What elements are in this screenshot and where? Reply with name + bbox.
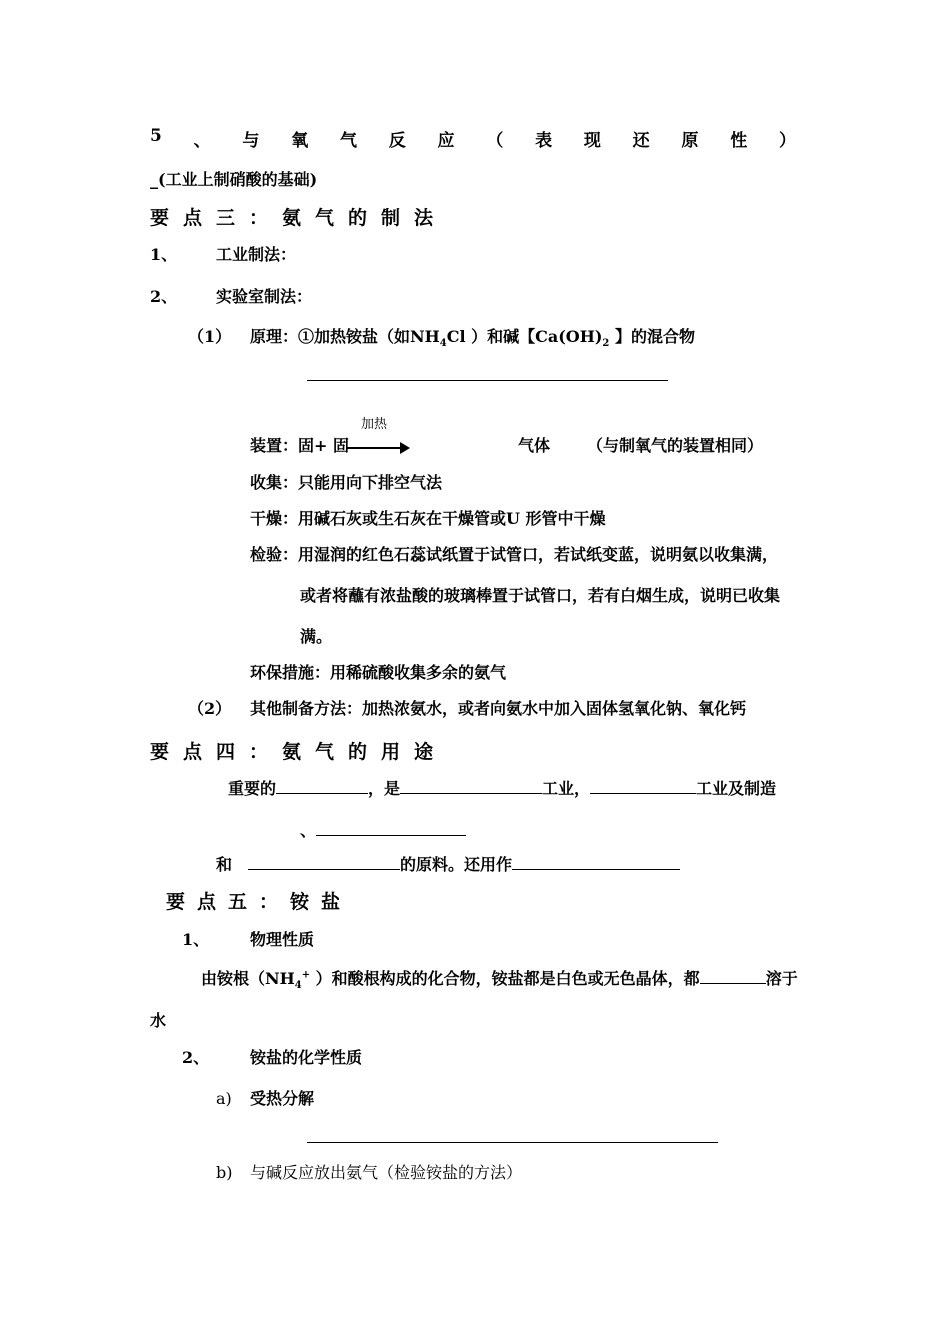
use-text-g: 的原料。还用作 xyxy=(400,855,513,874)
heading-char: 反 xyxy=(388,131,406,151)
phys-text-c: 溶于 xyxy=(765,969,798,988)
test-line-2: 或者将蘸有浓盐酸的玻璃棒置于试管口，若有白烟生成，说明已收集 xyxy=(300,586,781,605)
principle-text-a: 原理：①加热铵盐（如NH xyxy=(250,327,440,346)
item-label: a) xyxy=(216,1089,232,1108)
item-text: 实验室制法： xyxy=(216,287,313,306)
item-label: b) xyxy=(216,1163,233,1182)
sub-number: 1、 xyxy=(182,930,210,949)
item-b xyxy=(216,1160,522,1183)
fill-blank[interactable] xyxy=(248,855,400,870)
test-line-1: 检验：用湿润的红色石蕊试纸置于试管口，若试纸变蓝，说明氨以收集满， xyxy=(250,545,779,564)
heading-char: 还 xyxy=(632,131,650,151)
subsection-1 xyxy=(182,927,314,950)
fill-blank[interactable] xyxy=(700,969,766,984)
heading-char: 表 xyxy=(535,131,553,151)
heading-char: 性 xyxy=(730,131,748,151)
gas-label: 气体 xyxy=(518,436,551,455)
device-line xyxy=(250,433,349,456)
fill-blank[interactable] xyxy=(400,779,542,794)
use-text-e: 、 xyxy=(300,821,317,840)
subscript-4: 4 xyxy=(439,338,447,350)
heading-char: 现 xyxy=(583,131,601,151)
heading-char: 氧 xyxy=(291,131,309,151)
use-text-f: 和 xyxy=(216,855,233,874)
keypoint-4-heading: 要点四：氨气的用途 xyxy=(150,741,448,763)
heat-label: 加热 xyxy=(361,417,388,432)
principle-line xyxy=(188,324,695,349)
subsection-2 xyxy=(182,1045,362,1068)
fill-blank[interactable] xyxy=(316,821,466,836)
subsection-text: 铵盐的化学性质 xyxy=(250,1048,363,1067)
use-text-b: ，是 xyxy=(368,779,401,798)
item-text: 受热分解 xyxy=(250,1089,315,1108)
sub-number: （2） xyxy=(188,699,232,718)
heading-char: （ xyxy=(486,131,504,151)
physical-properties-line xyxy=(201,966,798,991)
section-5-subtitle: _(工业上制硝酸的基础) xyxy=(150,170,318,189)
answer-blank-line xyxy=(307,380,668,381)
subscript-4: 4 xyxy=(294,980,302,992)
test-line-3: 满。 xyxy=(300,627,333,646)
reaction-arrow-icon xyxy=(346,442,410,454)
answer-blank-line xyxy=(307,1142,718,1143)
phys-text-a: 由铵根（NH xyxy=(201,969,295,988)
sub-number: （1） xyxy=(188,327,232,346)
subsection-text: 物理性质 xyxy=(250,930,315,949)
heading-char: 、 xyxy=(193,131,211,151)
item-1 xyxy=(150,242,296,265)
section-5-heading xyxy=(150,126,796,151)
fill-blank[interactable] xyxy=(590,779,696,794)
heading-char: 原 xyxy=(681,131,699,151)
keypoint-3-heading: 要点三：氨气的制法 xyxy=(150,207,448,229)
principle-text-c: 】的混合物 xyxy=(609,327,695,346)
principle-text-b: Cl ）和碱【Ca(OH) xyxy=(446,327,603,346)
device-note: （与制氧气的装置相同） xyxy=(587,436,764,455)
fill-blank[interactable] xyxy=(512,855,680,870)
sub-number: 2、 xyxy=(182,1048,210,1067)
item-number: 1、 xyxy=(150,245,178,264)
heading-char: ） xyxy=(779,131,796,151)
item-2 xyxy=(150,284,312,307)
subscript-2: 2 xyxy=(602,338,610,350)
superscript-plus: + xyxy=(301,969,311,981)
use-text-a: 重要的 xyxy=(228,779,277,798)
phys-text-b: ）和酸根构成的化合物，铵盐都是白色或无色晶体，都 xyxy=(310,969,700,988)
collect-line: 收集：只能用向下排空气法 xyxy=(250,473,443,492)
heading-char: 5 xyxy=(150,126,162,146)
env-line: 环保措施：用稀硫酸收集多余的氨气 xyxy=(250,663,507,682)
heading-char: 气 xyxy=(339,131,357,151)
other-methods-line xyxy=(188,696,746,719)
other-methods-text: 其他制备方法：加热浓氨水，或者向氨水中加入固体氢氧化钠、氧化钙 xyxy=(250,699,747,718)
use-line-2 xyxy=(300,818,466,841)
use-line-3 xyxy=(216,852,680,875)
physical-properties-wrap: 水 xyxy=(150,1011,167,1030)
use-line-1 xyxy=(228,776,776,799)
item-number: 2、 xyxy=(150,287,178,306)
reaction-arrow-wrap xyxy=(346,437,410,456)
item-text: 工业制法： xyxy=(216,245,297,264)
heading-char: 应 xyxy=(437,131,455,151)
item-text: 与碱反应放出氨气（检验铵盐的方法） xyxy=(250,1163,523,1182)
item-a xyxy=(216,1086,314,1109)
use-text-c: 工业， xyxy=(542,779,591,798)
fill-blank[interactable] xyxy=(276,779,368,794)
heading-char: 与 xyxy=(242,131,260,151)
device-label: 装置：固+ 固 xyxy=(250,436,349,455)
dry-line: 干燥：用碱石灰或生石灰在干燥管或U 形管中干燥 xyxy=(250,509,606,528)
keypoint-5-heading: 要点五：铵盐 xyxy=(166,891,353,913)
use-text-d: 工业及制造 xyxy=(696,779,777,798)
